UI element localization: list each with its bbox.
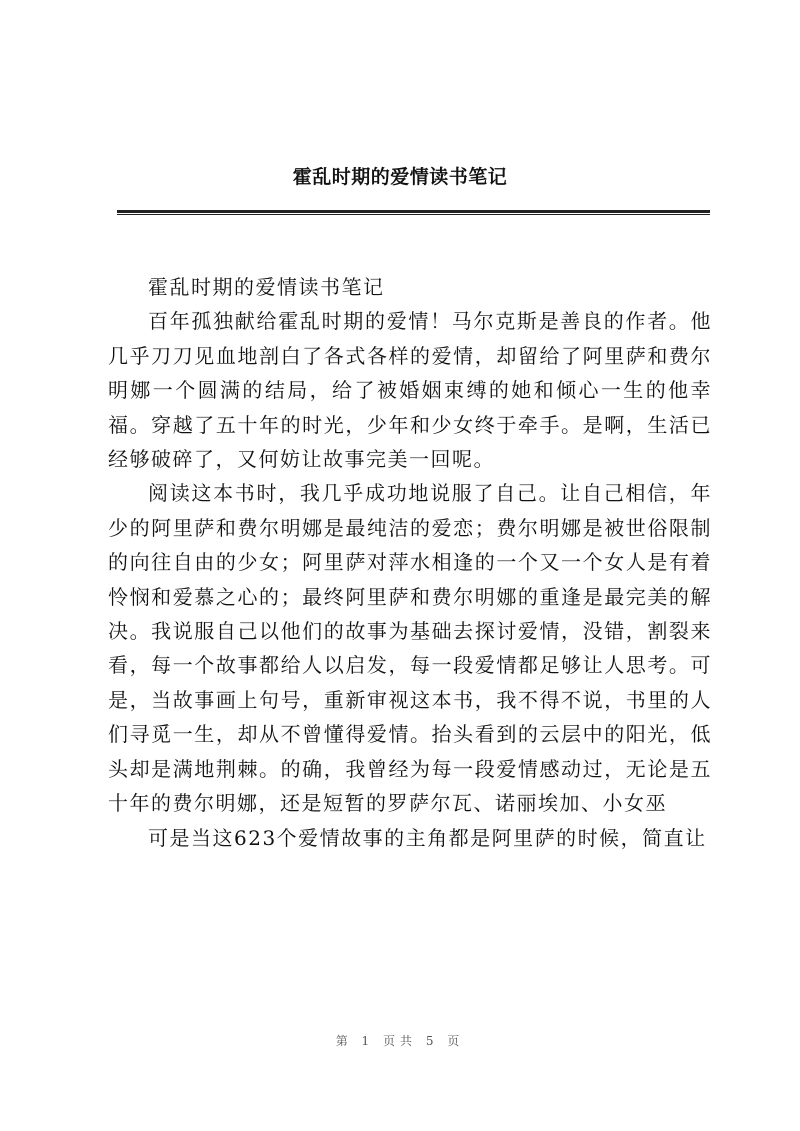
document-body	[108, 270, 712, 855]
document-title: 霍乱时期的爱情读书笔记	[292, 166, 508, 188]
paragraph: 霍乱时期的爱情读书笔记	[148, 275, 385, 299]
paragraph: 可是当这623个爱情故事的主角都是阿里萨的时候，简直让	[148, 825, 707, 850]
paragraph: 阅读这本书时，我几乎成功地说服了自己。让自己相信，年少的阿里萨和费尔明娜是最纯洁的爱恋；费尔明娜是被世俗限制的向往自由的少女；阿里萨对萍水相逢的一个又一个女人是有着怜悯和爱慕之心的；最终阿里萨和费尔明娜的重逢是最完美的解决。我说服自己以他们的故事为基础去探讨爱情，没错，割裂来看，每一个故事都给人以启发，每一段爱情都足够让人思考。可是，当故事画上句号，重新审视这本书，我不得不说，书里的人们寻觅一生，却从不曾懂得爱情。抬头看到的云层中的阳光，低头却是满地荆棘。的确，我曾经为每一段爱情感动过，无论是五十年的费尔明娜，还是短暂的罗萨尔瓦、诺丽埃加、小女巫	[108, 481, 712, 816]
page-number: 第 1 页共 5 页	[335, 1034, 465, 1048]
paragraph: 百年孤独献给霍乱时期的爱情！马尔克斯是善良的作者。他几乎刀刀见血地剖白了各式各样的爱情，却留给了阿里萨和费尔明娜一个圆满的结局，给了被婚姻束缚的她和倾心一生的他幸福。穿越了五十年的时光，少年和少女终于牵手。是啊，生活已经够破碎了，又何妨让故事完美一回呢。	[108, 309, 712, 472]
title-divider	[117, 210, 710, 215]
